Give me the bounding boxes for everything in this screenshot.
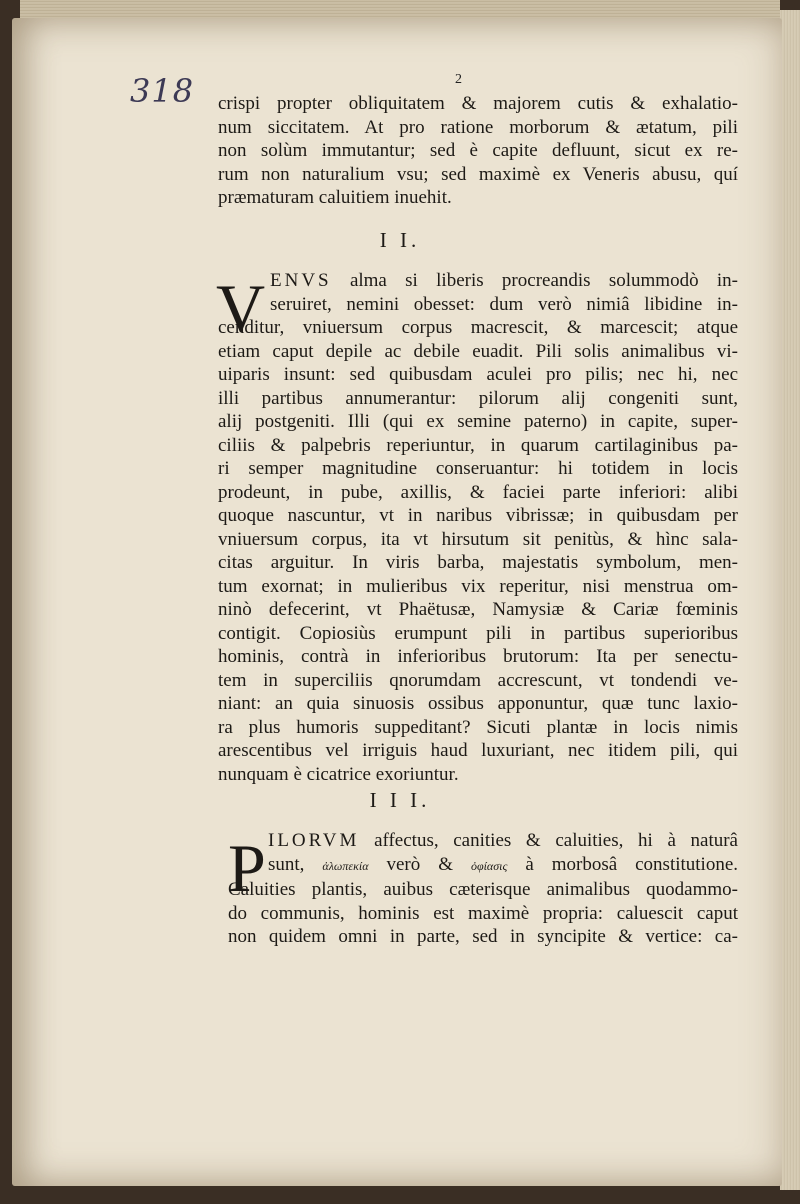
text-line: prodeunt, in pube, axillis, & faciei parte inferiori: alibi	[218, 481, 738, 503]
text-line: non quidem omni in parte, sed in syncipite & vertice: ca-	[228, 926, 738, 947]
line-rest: affectus, canities & caluities, hi à naturâ	[374, 830, 738, 851]
section-2-paragraph	[218, 269, 738, 786]
line-rest: alma si liberis procreandis solummodò in-	[349, 270, 738, 291]
text-line: nunquam è cicatrice exoriuntur.	[218, 763, 459, 785]
paragraph-continuation	[218, 92, 738, 210]
drop-capital-v: V	[216, 270, 266, 346]
handwritten-folio-number: 318	[130, 72, 195, 110]
text-line	[218, 269, 738, 293]
text-line: non solùm immutantur; sed è capite defluunt, sicut ex re-	[218, 140, 738, 161]
text-line: seruiret, nemini obesset: dum verò nimiâ libidine in-	[270, 293, 738, 315]
text-fragment: verò &	[386, 853, 453, 875]
text-line: cenditur, vniuersum corpus macrescit, & marcescit; atque	[218, 317, 738, 338]
drop-capital-p: P	[228, 830, 266, 906]
text-line: ninò defecerint, vt Phaëtusæ, Namysiæ & Cariæ fœminis	[218, 599, 738, 620]
text-line: rum non naturalium vsu; sed maximè ex Veneris abusu, quí	[218, 163, 738, 185]
text-line: num siccitatem. At pro ratione morborum & ætatum, pili	[218, 116, 738, 138]
text-line: etiam caput depile ac debile euadit. Pili solis animalibus vi-	[218, 340, 738, 362]
text-line: niant: an quia sinuosis ossibus apponuntur, quæ tunc laxio-	[218, 693, 738, 714]
section-3-paragraph	[228, 829, 738, 949]
text-line: ra plus humoris suppeditant? Sicuti plantæ in locis nimis	[218, 716, 738, 738]
text-line: præmaturam caluitiem inuehit.	[218, 187, 452, 208]
first-word: ILORVM	[268, 830, 360, 851]
text-line: vniuersum corpus, ita vt hirsutum sit penitùs, & hìnc sala-	[218, 528, 738, 550]
text-line: contigit. Copiosiùs erumpunt pili in partibus superioribus	[218, 622, 738, 644]
text-line: arescentibus vel irriguis haud luxuriant, nec itidem pili, qui	[218, 740, 738, 761]
greek-word-ophiasis: ὀφίασις	[470, 858, 508, 873]
text-line: crispi propter obliquitatem & majorem cutis & exhalatio-	[218, 93, 738, 114]
text-line: hominis, contrà in inferioribus brutorum: Ita per senectu-	[218, 646, 738, 667]
greek-word-alopecia: ἀλωπεκία	[322, 858, 369, 873]
text-line	[228, 853, 738, 879]
text-line: quoque nascuntur, vt in naribus vibrissæ; in quibusdam per	[218, 505, 738, 526]
text-fragment: à morbosâ constitutione.	[525, 853, 739, 875]
text-line: ri semper magnitudine conseruantur: hi totidem in locis	[218, 458, 738, 479]
text-line: citas arguitur. In viris barba, majestatis symbolum, men-	[218, 552, 738, 573]
text-line: uiparis insunt: sed quibusdam aculei pro pilis; nec hi, nec	[218, 364, 738, 385]
book-fore-edge	[780, 10, 800, 1190]
text-line	[228, 829, 738, 853]
first-word: ENVS	[270, 270, 332, 291]
signature-mark: 2	[455, 72, 462, 87]
text-line: do communis, hominis est maximè propria: caluescit caput	[228, 902, 738, 924]
text-line: alij postgeniti. Illi (qui ex semine paterno) in capite, super-	[218, 411, 738, 432]
text-line: ciliis & palpebris reperiuntur, in quarum cartilaginibus pa-	[218, 434, 738, 456]
text-line: tem in superciliis qnorumdam accrescunt, vt tondendi ve-	[218, 669, 738, 691]
text-line: illi partibus annumerantur: pilorum alij congeniti sunt,	[218, 387, 738, 409]
text-line: Caluities plantis, auibus cæterisque animalibus quodammo-	[228, 879, 738, 900]
section-heading-3: I I I.	[369, 788, 431, 812]
book-top-edge	[20, 0, 780, 20]
text-line: tum exornat; in mulieribus vix reperitur, nisi menstrua om-	[218, 575, 738, 597]
text-fragment: sunt,	[268, 853, 305, 875]
section-heading-2: I I.	[379, 228, 421, 252]
